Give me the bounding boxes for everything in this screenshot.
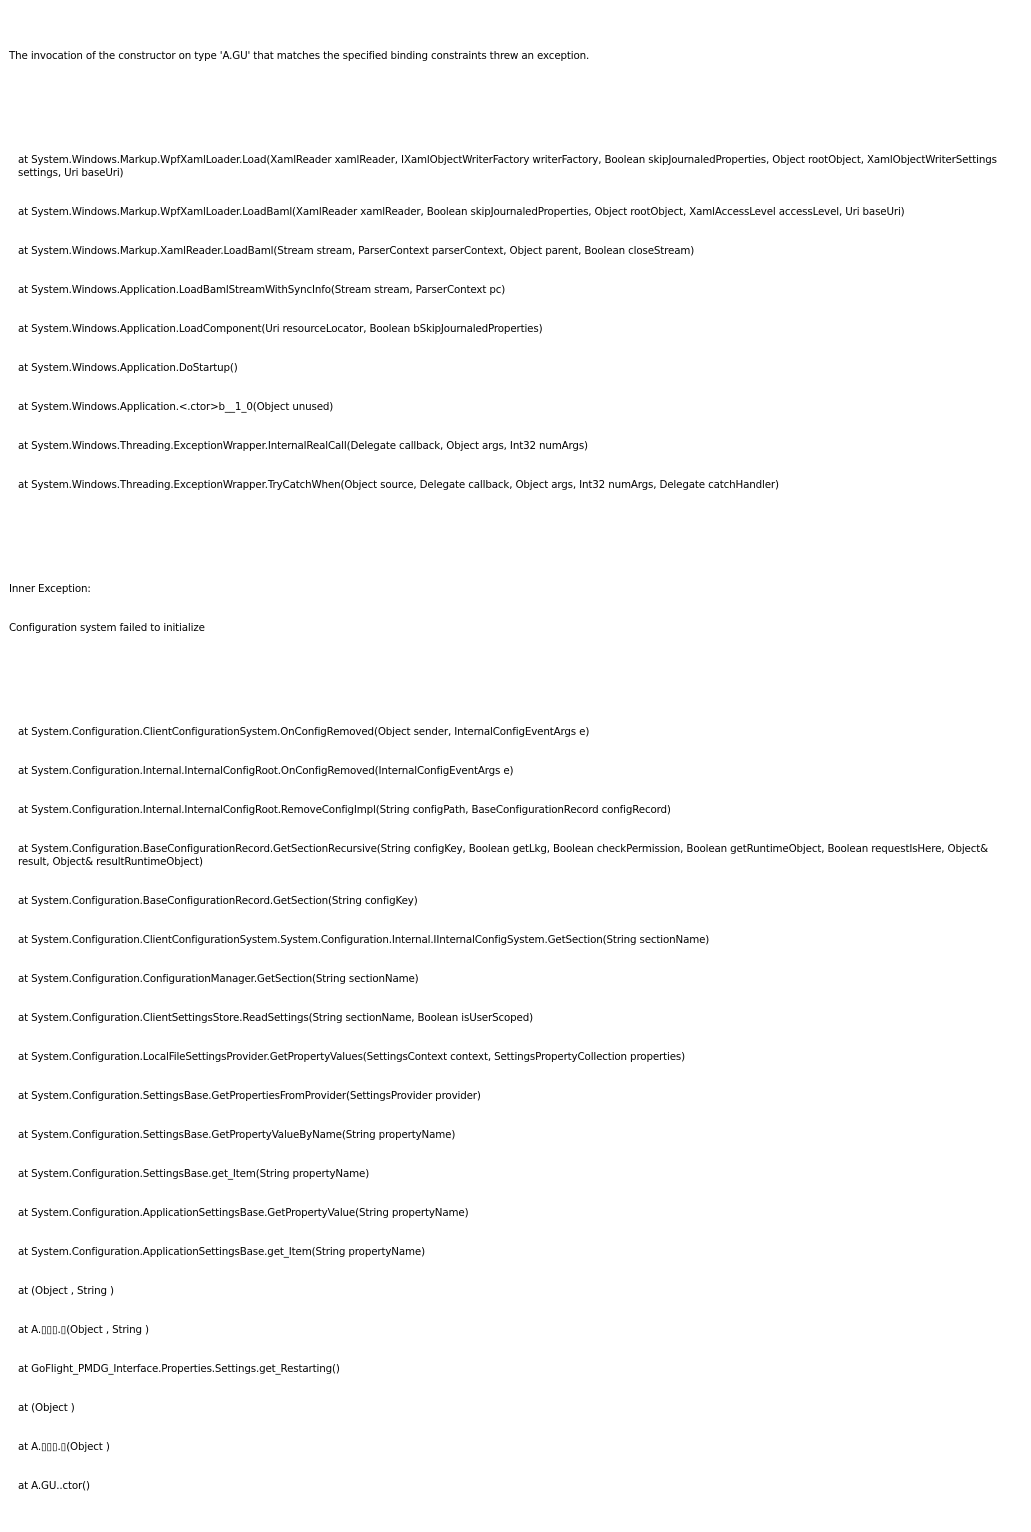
stack-frame: at (Object ) bbox=[18, 1402, 75, 1414]
spacer bbox=[9, 661, 1021, 674]
stack-frame: at System.Windows.Markup.XamlReader.LoadBaml(Stream stream, ParserContext parserContext, Object parent, Boolean closeStream) bbox=[18, 245, 695, 257]
stack-frame: at System.Configuration.ApplicationSettingsBase.GetPropertyValue(String propertyName) bbox=[18, 1207, 469, 1219]
stack-frame: at System.Configuration.SettingsBase.GetPropertiesFromProvider(SettingsProvider provider) bbox=[18, 1090, 481, 1102]
exception-message: The invocation of the constructor on type 'A.GU' that matches the specified binding constraints threw an exception. bbox=[9, 50, 590, 62]
stack-frame: at A.▯▯▯.▯(Object ) bbox=[18, 1441, 110, 1453]
stack-frame: at System.Configuration.LocalFileSettingsProvider.GetPropertyValues(SettingsContext context, SettingsPropertyCollection properties) bbox=[18, 1051, 685, 1063]
stack-frame: at System.Windows.Application.DoStartup() bbox=[18, 362, 238, 374]
stack-frame: at System.Configuration.SettingsBase.GetPropertyValueByName(String propertyName) bbox=[18, 1129, 456, 1141]
stack-frame: at A.GU..ctor() bbox=[18, 1480, 90, 1492]
spacer bbox=[9, 544, 1021, 557]
stack-frame: at System.Configuration.BaseConfigurationRecord.GetSectionRecursive(String configKey, Boolean getLkg, Boolean checkPermission, Boolean getRuntimeObject, Boolean requestIsHere, Object& result, Object& resultRuntimeObject) bbox=[18, 843, 992, 868]
stack-frame: at System.Configuration.ClientConfigurationSystem.OnConfigRemoved(Object sender, InternalConfigEventArgs e) bbox=[18, 726, 590, 738]
exception-details bbox=[9, 24, 1021, 1532]
stack-frame: at System.Configuration.BaseConfigurationRecord.GetSection(String configKey) bbox=[18, 895, 418, 907]
stack-frame: at System.Windows.Threading.ExceptionWrapper.InternalRealCall(Delegate callback, Object args, Int32 numArgs) bbox=[18, 440, 588, 452]
stack-frame: at System.Configuration.Internal.InternalConfigRoot.OnConfigRemoved(InternalConfigEventArgs e) bbox=[18, 765, 514, 777]
stack-frame: at System.Configuration.ClientSettingsStore.ReadSettings(String sectionName, Boolean isUserScoped) bbox=[18, 1012, 533, 1024]
stack-frame: at GoFlight_PMDG_Interface.Properties.Settings.get_Restarting() bbox=[18, 1363, 340, 1375]
stack-frame: at System.Configuration.ClientConfigurationSystem.System.Configuration.Internal.IInternalConfigSystem.GetSection(String sectionName) bbox=[18, 934, 710, 946]
stack-frame: at System.Configuration.Internal.InternalConfigRoot.RemoveConfigImpl(String configPath, BaseConfigurationRecord configRecord) bbox=[18, 804, 671, 816]
stack-frame: at System.Windows.Application.LoadBamlStreamWithSyncInfo(Stream stream, ParserContext pc) bbox=[18, 284, 506, 296]
stack-frame: at (Object , String ) bbox=[18, 1285, 114, 1297]
stack-frame: at System.Windows.Application.LoadComponent(Uri resourceLocator, Boolean bSkipJournaledProperties) bbox=[18, 323, 543, 335]
stack-frame: at System.Windows.Threading.ExceptionWrapper.TryCatchWhen(Object source, Delegate callback, Object args, Int32 numArgs, Delegate catchHandler) bbox=[18, 479, 779, 491]
stack-frame: at System.Configuration.SettingsBase.get_Item(String propertyName) bbox=[18, 1168, 370, 1180]
inner-exception-message: Configuration system failed to initialize bbox=[9, 622, 205, 634]
stack-frame: at System.Windows.Markup.WpfXamlLoader.LoadBaml(XamlReader xamlReader, Boolean skipJournaledProperties, Object rootObject, XamlAccessLevel accessLevel, Uri baseUri) bbox=[18, 206, 905, 218]
stack-frame: at System.Windows.Markup.WpfXamlLoader.Load(XamlReader xamlReader, IXamlObjectWriterFactory writerFactory, Boolean skipJournaledProperties, Object rootObject, XamlObjectWriterSettings settings, Uri baseUri) bbox=[18, 154, 1000, 179]
stack-trace-outer bbox=[9, 128, 1021, 518]
inner-exception-label: Inner Exception: bbox=[9, 583, 91, 595]
stack-frame: at System.Configuration.ApplicationSettingsBase.get_Item(String propertyName) bbox=[18, 1246, 425, 1258]
spacer bbox=[9, 89, 1021, 102]
stack-trace-inner bbox=[9, 700, 1021, 1519]
stack-frame: at System.Configuration.ConfigurationManager.GetSection(String sectionName) bbox=[18, 973, 419, 985]
stack-frame: at System.Windows.Application.<.ctor>b__1_0(Object unused) bbox=[18, 401, 334, 413]
stack-frame: at A.▯▯▯.▯(Object , String ) bbox=[18, 1324, 149, 1336]
